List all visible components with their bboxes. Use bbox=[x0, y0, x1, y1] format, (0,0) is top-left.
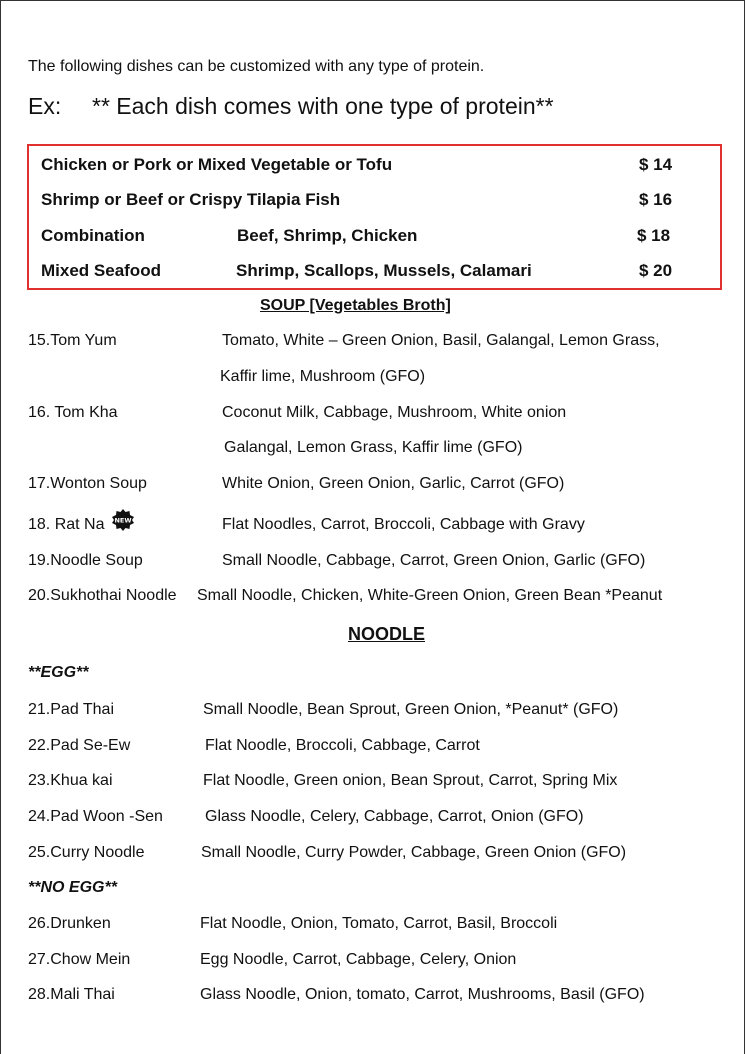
menu-item-desc: Small Noodle, Curry Powder, Cabbage, Green Onion (GFO) bbox=[201, 844, 627, 861]
menu-item-name: 23.Khua kai bbox=[28, 772, 113, 789]
soup-section-title: SOUP [Vegetables Broth] bbox=[260, 297, 451, 314]
menu-item-desc: Flat Noodle, Onion, Tomato, Carrot, Basil, Broccoli bbox=[200, 915, 558, 932]
menu-item-desc: Kaffir lime, Mushroom (GFO) bbox=[220, 368, 426, 385]
menu-item-desc: Small Noodle, Cabbage, Carrot, Green Onion, Garlic (GFO) bbox=[222, 552, 646, 569]
noodle-section-title: NOODLE bbox=[348, 624, 426, 644]
menu-item-desc: Small Noodle, Chicken, White-Green Onion, Green Bean *Peanut bbox=[197, 587, 663, 604]
protein-price: $ 20 bbox=[639, 261, 673, 280]
menu-item-desc: Glass Noodle, Celery, Cabbage, Carrot, Onion (GFO) bbox=[205, 808, 584, 825]
protein-name: Mixed Seafood bbox=[41, 261, 161, 280]
menu-item-desc: Flat Noodle, Green onion, Bean Sprout, Carrot, Spring Mix bbox=[203, 772, 618, 789]
menu-item-name: 18. Rat Na bbox=[28, 516, 105, 533]
example-note: ** Each dish comes with one type of protein** bbox=[92, 93, 554, 119]
menu-item-desc: Tomato, White – Green Onion, Basil, Galangal, Lemon Grass, bbox=[222, 332, 660, 349]
new-badge-icon bbox=[112, 509, 134, 531]
protein-price: $ 14 bbox=[639, 155, 673, 174]
protein-price: $ 18 bbox=[637, 226, 671, 245]
protein-price: $ 16 bbox=[639, 190, 673, 209]
price-row bbox=[29, 190, 720, 214]
example-label: Ex: bbox=[28, 93, 62, 119]
egg-label: **EGG** bbox=[28, 664, 89, 681]
new-badge-label: NEW bbox=[114, 516, 132, 525]
menu-item-name: 26.Drunken bbox=[28, 915, 111, 932]
menu-item-name: 27.Chow Mein bbox=[28, 951, 131, 968]
menu-item-desc: Egg Noodle, Carrot, Cabbage, Celery, Onion bbox=[200, 951, 517, 968]
menu-item-desc: Glass Noodle, Onion, tomato, Carrot, Mushrooms, Basil (GFO) bbox=[200, 986, 645, 1003]
menu-item-desc: Flat Noodles, Carrot, Broccoli, Cabbage with Gravy bbox=[222, 516, 585, 533]
menu-item-name: 20.Sukhothai Noodle bbox=[28, 587, 177, 604]
menu-item-name: 25.Curry Noodle bbox=[28, 844, 145, 861]
example-line bbox=[28, 93, 554, 120]
protein-name: Shrimp or Beef or Crispy Tilapia Fish bbox=[41, 190, 341, 209]
protein-name: Chicken or Pork or Mixed Vegetable or Tofu bbox=[41, 155, 393, 174]
protein-name: Combination bbox=[41, 226, 145, 245]
menu-item-desc: Coconut Milk, Cabbage, Mushroom, White onion bbox=[222, 404, 567, 421]
intro-text: The following dishes can be customized with any type of protein. bbox=[28, 58, 485, 75]
menu-item-desc: White Onion, Green Onion, Garlic, Carrot (GFO) bbox=[222, 475, 565, 492]
menu-item-desc: Galangal, Lemon Grass, Kaffir lime (GFO) bbox=[224, 439, 523, 456]
menu-item-desc: Flat Noodle, Broccoli, Cabbage, Carrot bbox=[205, 737, 480, 754]
no-egg-label: **NO EGG** bbox=[28, 879, 117, 896]
menu-item-desc: Small Noodle, Bean Sprout, Green Onion, *Peanut* (GFO) bbox=[203, 701, 619, 718]
menu-item-name: 24.Pad Woon -Sen bbox=[28, 808, 163, 825]
menu-item-name: 15.Tom Yum bbox=[28, 332, 117, 349]
menu-item-name: 22.Pad Se-Ew bbox=[28, 737, 131, 754]
protein-desc: Beef, Shrimp, Chicken bbox=[237, 226, 418, 245]
protein-price-box bbox=[27, 144, 722, 290]
price-row bbox=[29, 261, 720, 285]
price-row bbox=[29, 155, 720, 179]
menu-item-name: 16. Tom Kha bbox=[28, 404, 118, 421]
protein-desc: Shrimp, Scallops, Mussels, Calamari bbox=[236, 261, 532, 280]
menu-item-name: 19.Noodle Soup bbox=[28, 552, 143, 569]
menu-item-name: 21.Pad Thai bbox=[28, 701, 114, 718]
menu-item-name: 28.Mali Thai bbox=[28, 986, 115, 1003]
price-row bbox=[29, 226, 720, 250]
menu-item-name: 17.Wonton Soup bbox=[28, 475, 147, 492]
